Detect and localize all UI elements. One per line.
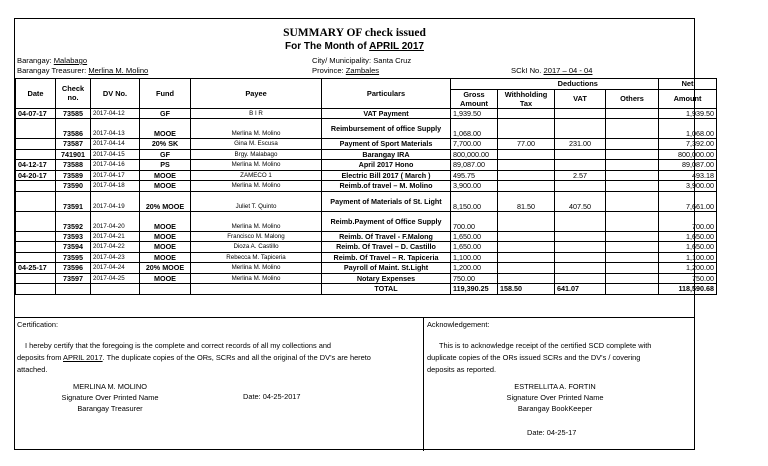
acknowledgement-date: Date: 04-25-17 (527, 428, 577, 437)
city-line: City/ Municipality: Santa Cruz (312, 56, 412, 65)
table-row (16, 263, 717, 274)
cell-net: 750.00 (659, 273, 717, 284)
cell-wtax (498, 211, 555, 231)
cell-fund: MOOE (140, 231, 191, 242)
cell-fund: MOOE (140, 119, 191, 139)
cell-others (606, 211, 659, 231)
cell-check: 741901 (56, 149, 91, 160)
cell-fund: MOOE (140, 170, 191, 181)
cell-wtax (498, 181, 555, 192)
cell-check: 73586 (56, 119, 91, 139)
cell-gross: 1,068.00 (451, 119, 498, 139)
cell-gross: 3,900.00 (451, 181, 498, 192)
total-row (16, 284, 717, 295)
table-row (16, 170, 717, 181)
cell-particulars: Barangay IRA (322, 149, 451, 160)
cell-others (606, 149, 659, 160)
total-wtax: 158.50 (498, 284, 555, 295)
cell-vat (555, 211, 606, 231)
signature-section (15, 317, 694, 451)
cell-dv: 2017-04-16 (91, 160, 140, 171)
cell-wtax (498, 273, 555, 284)
check-summary-sheet (14, 18, 715, 450)
cell-particulars: Notary Expenses (322, 273, 451, 284)
cell-dv: 2017-04-18 (91, 181, 140, 192)
cell-particulars: April 2017 Hono (322, 160, 451, 171)
cell-vat (555, 149, 606, 160)
cell-vat (555, 273, 606, 284)
cell-vat: 231.00 (555, 139, 606, 150)
cell-payee: Merlina M. Molino (191, 263, 322, 274)
col-date: Date (16, 79, 56, 109)
cell-vat (555, 119, 606, 139)
cell-check: 73591 (56, 191, 91, 211)
col-gross: Gross Amount (451, 89, 498, 108)
cell-particulars: VAT Payment (322, 108, 451, 119)
table-row (16, 211, 717, 231)
cell-check: 73597 (56, 273, 91, 284)
cell-dv: 2017-04-15 (91, 149, 140, 160)
cell-others (606, 160, 659, 171)
bookkeeper-signature: ESTRELLITA A. FORTIN Signature Over Printed Name Barangay BookKeeper (506, 382, 604, 413)
cell-date (16, 231, 56, 242)
cell-vat (555, 263, 606, 274)
cell-particulars: Reimb. Of Travel – D. Castillo (322, 242, 451, 253)
cell-others (606, 119, 659, 139)
cell-check: 73587 (56, 139, 91, 150)
cell-net: 1,939.50 (659, 108, 717, 119)
cell-date (16, 191, 56, 211)
cell-wtax (498, 119, 555, 139)
total-label: TOTAL (322, 284, 451, 295)
cell-dv: 2017-04-17 (91, 170, 140, 181)
cell-date (16, 139, 56, 150)
table-row (16, 191, 717, 211)
cell-fund: 20% MOOE (140, 191, 191, 211)
cell-others (606, 181, 659, 192)
cell-particulars: Reimbursement of office Supply (322, 119, 451, 139)
table-row (16, 273, 717, 284)
cell-check: 73595 (56, 252, 91, 263)
cell-others (606, 273, 659, 284)
cell-date: 04-20-17 (16, 170, 56, 181)
table-row (16, 139, 717, 150)
cell-vat (555, 108, 606, 119)
cell-fund: PS (140, 160, 191, 171)
cell-payee: Merlina M. Molino (191, 119, 322, 139)
cell-wtax: 81.50 (498, 191, 555, 211)
cell-particulars: Payment of Materials of St. Light (322, 191, 451, 211)
cell-payee: Rebecca M. Tapiceria (191, 252, 322, 263)
treasurer-signature: MERLINA M. MOLINO Signature Over Printed Name Barangay Treasurer (61, 382, 159, 413)
cell-fund: MOOE (140, 273, 191, 284)
cell-payee: Brgy. Malabago (191, 149, 322, 160)
cell-others (606, 108, 659, 119)
cell-dv: 2017-04-20 (91, 211, 140, 231)
cell-particulars: Payroll of Maint. St.Light (322, 263, 451, 274)
cell-check: 73593 (56, 231, 91, 242)
cell-payee: Juliet T. Quinto (191, 191, 322, 211)
cell-vat (555, 181, 606, 192)
cell-others (606, 170, 659, 181)
cell-net: 89,087.00 (659, 160, 717, 171)
checks-table (15, 78, 717, 295)
cell-fund: 20% SK (140, 139, 191, 150)
cell-net: 1,100.00 (659, 252, 717, 263)
table-row (16, 149, 717, 160)
cell-gross: 1,200.00 (451, 263, 498, 274)
cell-wtax (498, 231, 555, 242)
cell-dv: 2017-04-14 (91, 139, 140, 150)
cell-date (16, 242, 56, 253)
barangay-line: Barangay: Malabago (17, 56, 88, 65)
cell-gross: 89,087.00 (451, 160, 498, 171)
acknowledgement-heading: Acknowledgement: (427, 320, 490, 329)
cell-wtax (498, 263, 555, 274)
cell-net: 800,000.00 (659, 149, 717, 160)
province-line: Province: Zambales (312, 66, 380, 75)
col-withholding: Withholding Tax (498, 89, 555, 108)
table-row (16, 119, 717, 139)
cell-dv: 2017-04-22 (91, 242, 140, 253)
table-row (16, 160, 717, 171)
cell-vat (555, 231, 606, 242)
cell-gross: 495.75 (451, 170, 498, 181)
col-amount: Amount (659, 89, 717, 108)
cell-check: 73596 (56, 263, 91, 274)
cell-net: 1,068.00 (659, 119, 717, 139)
table-row (16, 242, 717, 253)
table-row (16, 181, 717, 192)
cell-fund: MOOE (140, 211, 191, 231)
cell-particulars: Reimb. Of Travel - F.Malong (322, 231, 451, 242)
col-others: Others (606, 89, 659, 108)
table-row (16, 108, 717, 119)
cell-date: 04-07-17 (16, 108, 56, 119)
cell-vat (555, 252, 606, 263)
cell-gross: 750.00 (451, 273, 498, 284)
cell-net: 7,661.00 (659, 191, 717, 211)
table-row (16, 231, 717, 242)
cell-others (606, 252, 659, 263)
cell-gross: 1,650.00 (451, 242, 498, 253)
cell-particulars: Reimb.of travel – M. Molino (322, 181, 451, 192)
cell-gross: 1,100.00 (451, 252, 498, 263)
cell-fund: MOOE (140, 252, 191, 263)
cell-dv: 2017-04-25 (91, 273, 140, 284)
cell-payee: Merlina M. Molino (191, 211, 322, 231)
cell-fund: 20% MOOE (140, 263, 191, 274)
cell-payee: Merlina M. Molino (191, 160, 322, 171)
cell-fund: MOOE (140, 181, 191, 192)
cell-wtax (498, 160, 555, 171)
cell-others (606, 231, 659, 242)
cell-check: 73590 (56, 181, 91, 192)
col-net: Net (659, 79, 717, 90)
cell-check: 73585 (56, 108, 91, 119)
cell-check: 73592 (56, 211, 91, 231)
acknowledgement-text: This is to acknowledge receipt of the certified SCD complete with duplicate copies of the ORs issued SCRs and the DV's / covering deposits as reported. (427, 341, 652, 374)
col-particulars: Particulars (322, 79, 451, 109)
cell-particulars: Reimb.Payment of Office Supply (322, 211, 451, 231)
col-payee: Payee (191, 79, 322, 109)
cell-date: 04-12-17 (16, 160, 56, 171)
cell-gross: 8,150.00 (451, 191, 498, 211)
certification-text: I hereby certify that the foregoing is the complete and correct records of all my collections and deposits from APRIL 2017. The duplicate copies of the ORs, SCRs and all the original of the DV's are hereto attached. (17, 341, 371, 374)
cell-fund: GF (140, 149, 191, 160)
cell-payee: Gina M. Escusa (191, 139, 322, 150)
cell-others (606, 242, 659, 253)
document-subtitle: For The Month of APRIL 2017 (285, 41, 424, 52)
cell-date (16, 211, 56, 231)
cell-net: 1,650.00 (659, 231, 717, 242)
cell-dv: 2017-04-24 (91, 263, 140, 274)
cell-payee: Dioza A. Castillo (191, 242, 322, 253)
cell-net: 700.00 (659, 211, 717, 231)
certification-date: Date: 04-25-2017 (243, 392, 301, 401)
total-net: 118,590.68 (659, 284, 717, 295)
col-fund: Fund (140, 79, 191, 109)
cell-vat: 407.50 (555, 191, 606, 211)
cell-payee: Francisco M. Malong (191, 231, 322, 242)
total-gross: 119,390.25 (451, 284, 498, 295)
cell-dv: 2017-04-19 (91, 191, 140, 211)
cell-wtax (498, 108, 555, 119)
col-dv-no: DV No. (91, 79, 140, 109)
cell-check: 73594 (56, 242, 91, 253)
cell-dv: 2017-04-12 (91, 108, 140, 119)
cell-fund: MOOE (140, 242, 191, 253)
cell-gross: 700.00 (451, 211, 498, 231)
cell-wtax (498, 170, 555, 181)
cell-gross: 1,939.50 (451, 108, 498, 119)
cell-fund: GF (140, 108, 191, 119)
cell-dv: 2017-04-21 (91, 231, 140, 242)
document-title: SUMMARY OF check issued (283, 27, 426, 39)
cell-net: 1,200.00 (659, 263, 717, 274)
cell-payee: Merlina M. Molino (191, 181, 322, 192)
col-vat: VAT (555, 89, 606, 108)
cell-others (606, 263, 659, 274)
cell-gross: 800,000.00 (451, 149, 498, 160)
total-vat: 641.07 (555, 284, 606, 295)
cell-wtax (498, 252, 555, 263)
cell-particulars: Electric Bill 2017 ( March ) (322, 170, 451, 181)
cell-wtax (498, 242, 555, 253)
cell-check: 73589 (56, 170, 91, 181)
cell-vat (555, 242, 606, 253)
cell-net: 493.18 (659, 170, 717, 181)
treasurer-line: Barangay Treasurer: Merlina M. Molino (17, 66, 149, 75)
cell-dv: 2017-04-23 (91, 252, 140, 263)
cell-date: 04-25-17 (16, 263, 56, 274)
cell-date (16, 149, 56, 160)
cell-gross: 1,650.00 (451, 231, 498, 242)
col-check-no: Check no. (56, 79, 91, 109)
cell-gross: 7,700.00 (451, 139, 498, 150)
cell-particulars: Payment of Sport Materials (322, 139, 451, 150)
cell-others (606, 191, 659, 211)
cell-wtax (498, 149, 555, 160)
scki-line: SCkI No. 2017 – 04 - 04 (511, 66, 593, 75)
cell-net: 7,392.00 (659, 139, 717, 150)
cell-date (16, 252, 56, 263)
cell-check: 73588 (56, 160, 91, 171)
table-row (16, 252, 717, 263)
cell-others (606, 139, 659, 150)
cell-payee: Merlina M. Molino (191, 273, 322, 284)
cell-vat (555, 160, 606, 171)
cell-date (16, 119, 56, 139)
cell-net: 3,900.00 (659, 181, 717, 192)
cell-payee: ZAMECO 1 (191, 170, 322, 181)
cell-particulars: Reimb. Of Travel – R. Tapiceria (322, 252, 451, 263)
cell-vat: 2.57 (555, 170, 606, 181)
certification-heading: Certification: (17, 320, 59, 329)
cell-date (16, 273, 56, 284)
cell-payee: B I R (191, 108, 322, 119)
cell-dv: 2017-04-13 (91, 119, 140, 139)
cell-net: 1,650.00 (659, 242, 717, 253)
cell-wtax: 77.00 (498, 139, 555, 150)
col-deductions: Deductions (498, 79, 659, 90)
cell-date (16, 181, 56, 192)
